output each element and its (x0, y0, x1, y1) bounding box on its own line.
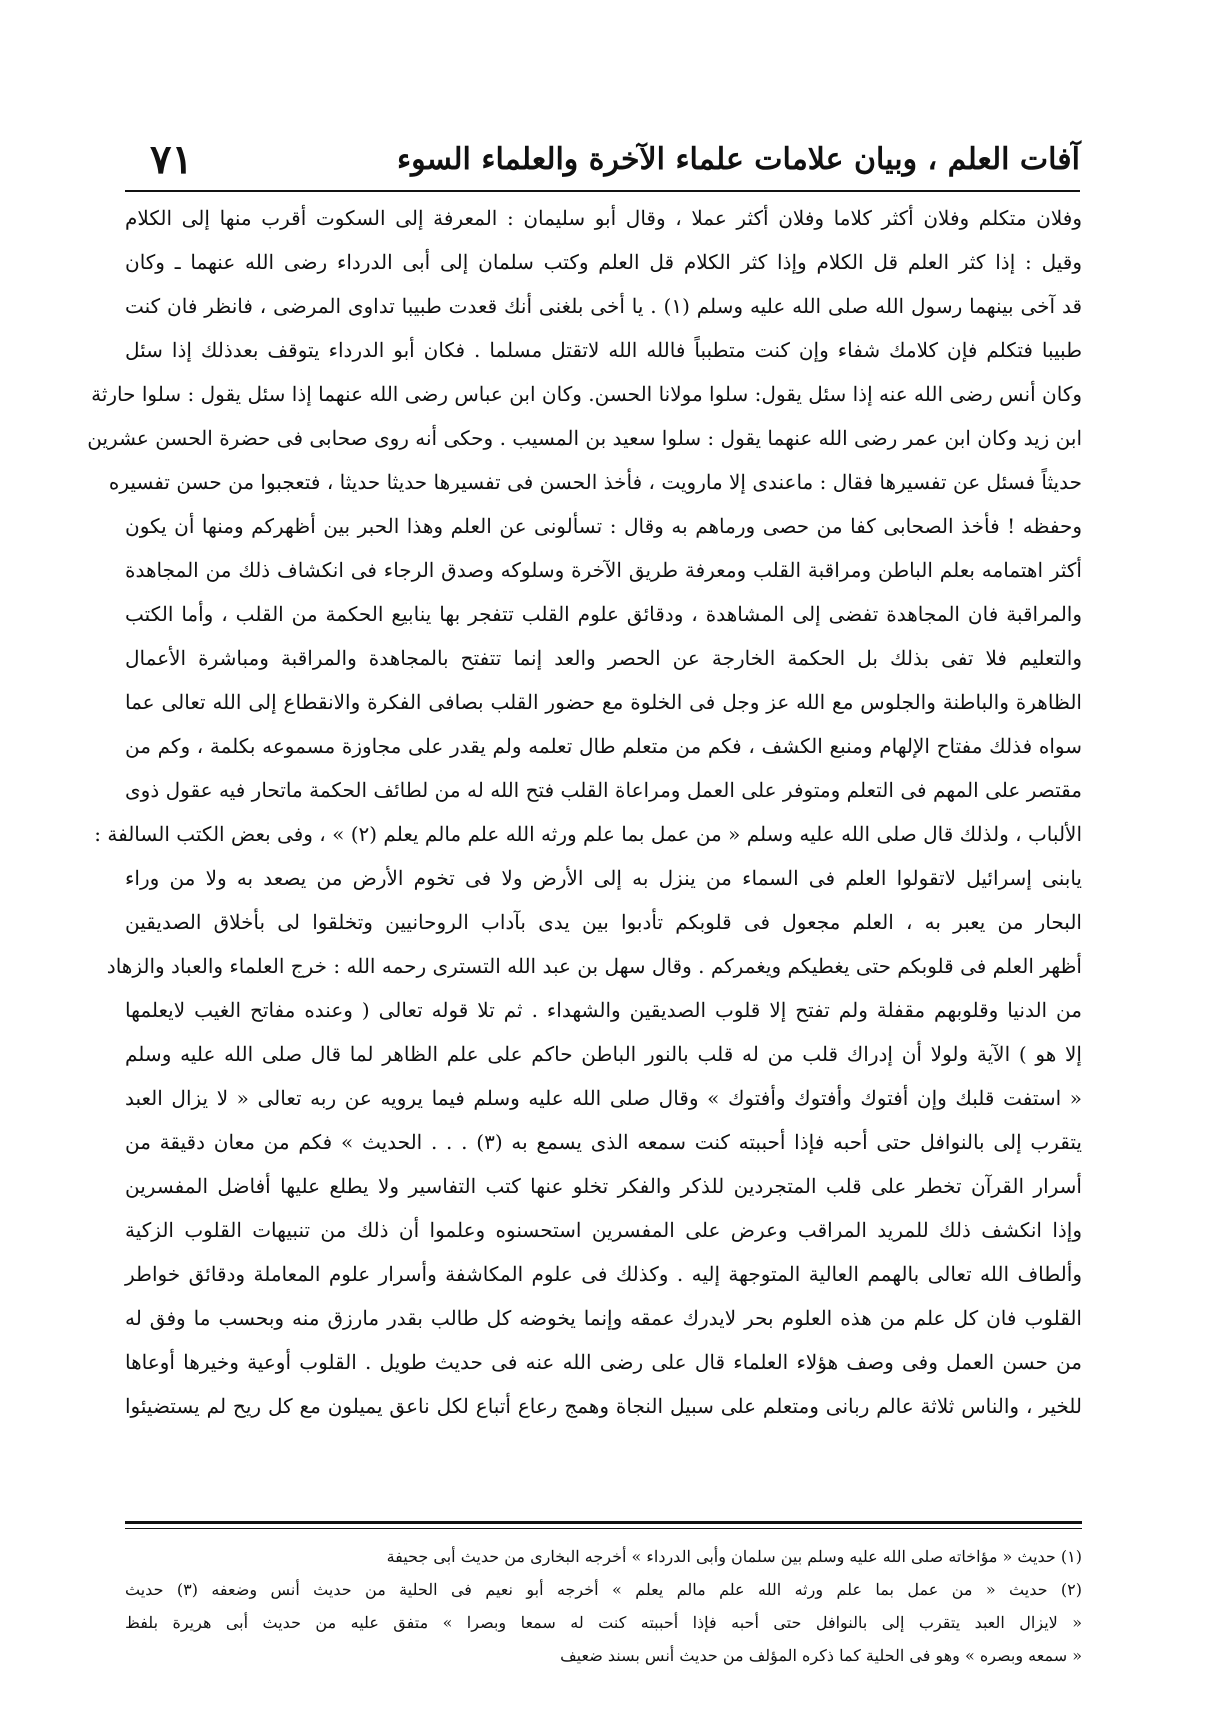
text-line: مقتصر على المهم فى التعلم ومتوفر على العمل ومراعاة القلب فتح الله له من لطائف الحكمة ماتحار فيه عقول ذوى (125, 778, 1082, 802)
text-line: حديثاً فسئل عن تفسيرها فقال : ماعندى إلا مارويت ، فأخذ الحسن فى تفسيرها حديثا حديثا ، فتعجبوا من حسن تفسيره (108, 470, 1082, 494)
text-line: أسرار القرآن تخطر على قلب المتجردين للذكر والفكر تخلو عنها كتب التفاسير ولا يطلع عليها أفاضل المفسرين (125, 1174, 1082, 1198)
text-line: القلوب فان كل علم من هذه العلوم بحر لايدرك عمقه وإنما يخوضه كل طالب بقدر مارزق منه وبحسب ما وفق له (125, 1306, 1082, 1330)
text-line: وفلان متكلم وفلان أكثر كلاما وفلان أكثر عملا ، وقال أبو سليمان : المعرفة إلى السكوت أقرب منها إلى الكلام (125, 206, 1082, 230)
text-line: « استفت قلبك وإن أفتوك وأفتوك وأفتوك » وقال صلى الله عليه وسلم فيما يرويه عن ربه تعالى « لا يزال العبد (125, 1086, 1082, 1110)
running-title: آفات العلم ، وبيان علامات علماء الآخرة والعلماء السوء (397, 142, 1080, 177)
footnote-line: (٢) حديث « من عمل بما علم ورثه الله علم مالم يعلم » أخرجه أبو نعيم فى الحلية من حديث أنس وضعفه (٣) حديث (125, 1580, 1082, 1599)
text-line: وحفظه ! فأخذ الصحابى كفا من حصى ورماهم به وقال : تسألونى عن العلم وهذا الحبر بين أظهركم ومنها أن يكون (125, 514, 1082, 538)
text-line: البحار من يعبر به ، العلم مجعول فى قلوبكم تأدبوا بين يدى بآداب الروحانيين وتخلقوا لى بأخلاق الصديقين (125, 910, 1082, 934)
footnote-line: « لايزال العبد يتقرب إلى بالنوافل حتى أحبه فإذا أحببته كنت له سمعا وبصرا » متفق عليه من حديث أبى هريرة بلفظ (125, 1613, 1082, 1632)
text-line: إلا هو ) الآية ولولا أن إدراك قلب من له قلب بالنور الباطن حاكم على علم الظاهر لما قال صلى الله عليه وسلم (125, 1042, 1082, 1066)
main-text (87, 196, 1083, 1428)
text-line: وألطاف الله تعالى بالهمم العالية المتوجهة إليه . وكذلك فى علوم المكاشفة وأسرار علوم المعاملة ودقائق خواطر (125, 1262, 1082, 1286)
text-line: من الدنيا وقلوبهم مقفلة ولم تفتح إلا قلوب الصديقين والشهداء . ثم تلا قوله تعالى ( وعنده مفاتح الغيب لايعلمها (125, 998, 1082, 1022)
text-line: أكثر اهتمامه بعلم الباطن ومراقبة القلب ومعرفة طريق الآخرة وسلوكه وصدق الرجاء فى انكشاف ذلك من المجاهدة (125, 558, 1082, 582)
footnote-line: « سمعه وبصره » وهو فى الحلية كما ذكره المؤلف من حديث أنس بسند ضعيف (560, 1646, 1082, 1665)
footnote-separator-thin (125, 1528, 1082, 1529)
text-line: الظاهرة والباطنة والجلوس مع الله عز وجل فى الخلوة مع حضور القلب بصافى الفكرة والانقطاع إلى الله تعالى عما (125, 690, 1082, 714)
text-line: والتعليم فلا تفى بذلك بل الحكمة الخارجة عن الحصر والعد إنما تتفتح بالمجاهدة والمراقبة ومباشرة الأعمال (125, 646, 1082, 670)
text-line: والمراقبة فان المجاهدة تفضى إلى المشاهدة ، ودقائق علوم القلب تتفجر بها ينابيع الحكمة من القلب ، وأما الكتب (125, 602, 1082, 626)
footnote-line: (١) حديث « مؤاخاته صلى الله عليه وسلم بين سلمان وأبى الدرداء » أخرجه البخارى من حديث أبى جحيفة (386, 1547, 1082, 1566)
text-line: طبيبا فتكلم فإن كلامك شفاء وإن كنت متطبباً فالله الله لاتقتل مسلما . فكان أبو الدرداء يتوقف بعدذلك إذا سئل (125, 338, 1082, 362)
text-line: يتقرب إلى بالنوافل حتى أحبه فإذا أحببته كنت سمعه الذى يسمع به (٣) . . . الحديث » فكم من معان دقيقة من (125, 1130, 1082, 1154)
footnotes (125, 1540, 1082, 1672)
text-line: وإذا انكشف ذلك للمريد المراقب وعرض على المفسرين استحسنوه وعلموا أن ذلك من تنبيهات القلوب الزكية (125, 1218, 1082, 1242)
text-line: سواه فذلك مفتاح الإلهام ومنبع الكشف ، فكم من متعلم طال تعلمه ولم يقدر على مجاوزة مسموعه بكلمة ، وكم من (125, 734, 1082, 758)
text-line: يابنى إسرائيل لاتقولوا العلم فى السماء من ينزل به إلى الأرض ولا فى تخوم الأرض من يصعد به ولا من وراء (125, 866, 1082, 890)
page-number: ٧١ (150, 136, 193, 183)
text-line: قد آخى بينهما رسول الله صلى الله عليه وسلم (١) . يا أخى بلغنى أنك قعدت طبيبا تداوى المرضى ، فانظر فان كنت (125, 294, 1083, 318)
text-line: ابن زيد وكان ابن عمر رضى الله عنهما يقول : سلوا سعيد بن المسيب . وحكى أنه روى صحابى فى حضرة الحسن عشرين (87, 426, 1082, 450)
text-line: أظهر العلم فى قلوبكم حتى يغطيكم ويغمركم . وقال سهل بن عبد الله التسترى رحمه الله : خرج العلماء والعباد والزهاد (106, 954, 1082, 978)
header-rule (125, 190, 1080, 192)
text-line: من حسن العمل وفى وصف هؤلاء العلماء قال على رضى الله عنه فى حديث طويل . القلوب أوعية وخيرها أوعاها (125, 1350, 1082, 1374)
text-line: وكان أنس رضى الله عنه إذا سئل يقول: سلوا مولانا الحسن. وكان ابن عباس رضى الله عنهما إذا سئل يقول : سلوا حارثة (91, 382, 1082, 406)
text-line: للخير ، والناس ثلاثة عالم ربانى ومتعلم على سبيل النجاة وهمج رعاع أتباع لكل ناعق يميلون مع كل ريح لم يستضيئوا (125, 1394, 1082, 1418)
text-line: الألباب ، ولذلك قال صلى الله عليه وسلم « من عمل بما علم ورثه الله علم مالم يعلم (٢) » ، وفى بعض الكتب السالفة : (94, 822, 1082, 846)
text-line: وقيل : إذا كثر العلم قل الكلام وإذا كثر الكلام قل العلم وكتب سلمان إلى أبى الدرداء رضى الله عنهما ـ وكان (125, 250, 1082, 274)
footnote-separator (125, 1521, 1082, 1524)
page-header (120, 138, 1080, 190)
